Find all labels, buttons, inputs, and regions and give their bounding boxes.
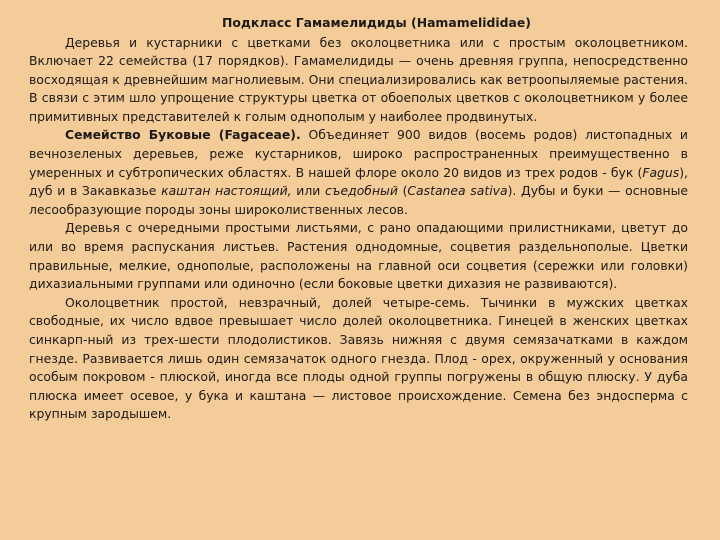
paragraph-fagaceae bbox=[29, 126, 688, 219]
page-title: Подкласс Гамамелидиды (Hamamelididae) bbox=[222, 15, 531, 30]
paragraph-intro: Деревья и кустарники с цветками без околоцветника или с простым околоцветником. Включает 22 семейства (17 порядков). Гамамелидиды — очень древняя группа, непосредственно восходящая к древнейшим магнолиевым. Они специализировались как ветроопыляемые растения. В связи с этим шло упрощение структуры цветка от обоеполых цветков с околоцветником у более примитивных представителей к голым однополым у наиболее продвинутых. bbox=[29, 34, 688, 124]
paragraph-text: ( bbox=[397, 183, 408, 199]
paragraph-morphology: Деревья с очередными простыми листьями, с рано опадающими прилистниками, цветут до или во время распускания листьев. Растения однодомные, соцветия раздельнополые. Цветки правильные, мелкие, однополые, расположены на главной оси соцветия (сережки или головки) дихазиальными группами или одиночно (если боковые цветки дихазия не развиваются). bbox=[29, 220, 688, 292]
paragraph-text: ), дуб и в Закавказье bbox=[29, 164, 688, 199]
paragraph-text: ). Дубы и буки — основные лесообразующие породы зоны широколиственных лесов. bbox=[29, 183, 688, 217]
paragraph-perianth: Околоцветник простой, невзрачный, долей четыре-семь. Тычинки в мужских цветках свободные, их число вдвое превышает число долей околоцветника. Гинецей в женских цветках синкарп-ный из трех-шести плодолистиков. Завязь нижняя с двумя семязачатками в каждом гнезде. Развивается лишь один семязачаток одного гнезда. Плод - орех, окруженный у основания особым покровом - плюской, иногда все плоды одной группы погружены в общую плюску. У дуба плюска имеет осевое, у бука и каштана — листовое происхождение. Семена без эндосперма с крупным зародышем. bbox=[29, 294, 688, 422]
family-heading: Семейство Буковые (Fagaceae). bbox=[65, 127, 301, 143]
paragraph-text: Объединяет 900 видов (восемь родов) листопадных и вечнозеленых деревьев, реже кустарников, широко распространенных преимущественно в умеренных и субтропических областях. В нашей флоре около 20 видов из трех родов - бук ( bbox=[29, 127, 688, 180]
paragraph-text: или bbox=[291, 183, 325, 199]
latin-name-castanea: Castanea sativa bbox=[407, 183, 508, 199]
latin-name-fagus: Fagus bbox=[642, 164, 680, 180]
italic-term-sedobny: съедобный bbox=[324, 183, 398, 199]
italic-term-kashtan: каштан настоящий, bbox=[161, 183, 292, 199]
